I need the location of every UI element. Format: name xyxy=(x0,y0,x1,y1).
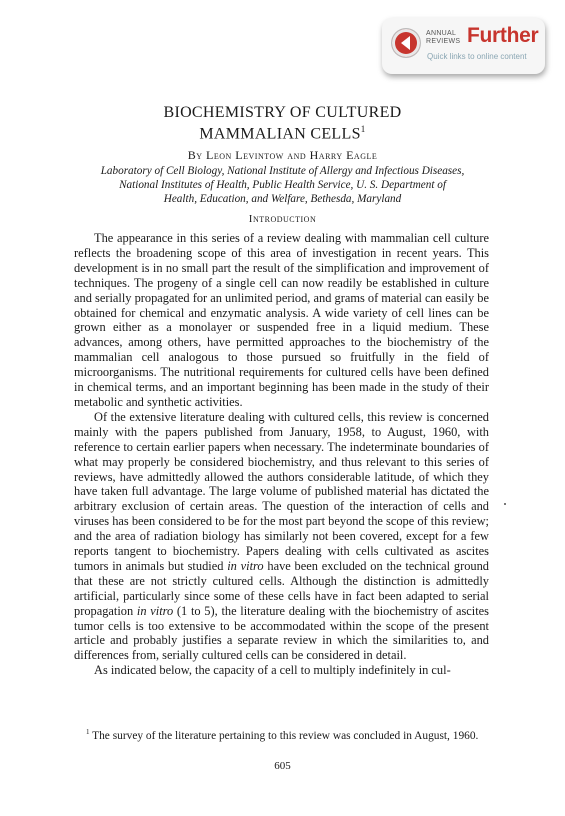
article-body xyxy=(74,231,489,678)
page-number: 605 xyxy=(274,760,291,772)
paragraph-2-text-a: Of the extensive literature dealing with cultured cells, this review is concerned mainly with the papers published from January, 1958, to August, 1960, with reference to certain earlier papers when necessary. The indeterminate boundaries of what may properly be considered biochemistry, and thus relevant to this series of reviews, have admittedly allowed the authors considerable latitude, of which they have taken full advantage. The large volume of published material has dictated the arbitrary exclusion of certain areas. The question of the interaction of cells and viruses has been considered to be for the most part beyond the scope of this review; and the area of radiation biology has similarly not been covered, except for a few reports tangent to biochemistry. Papers dealing with cells cultivated as ascites tumors in animals but studied xyxy=(74,409,489,573)
article-title-line1: BIOCHEMISTRY OF CULTURED xyxy=(163,104,402,121)
footnote xyxy=(74,725,489,743)
body-paragraph-2 xyxy=(74,410,489,663)
paragraph-2-text-b: have been excluded on the technical ground that these are not strictly cultured cells. Although the distinction is admittedly artificial, particularly since some of these cells have in fact been adapted to serial propagation xyxy=(74,558,489,618)
body-paragraph-3: As indicated below, the capacity of a cell to multiply indefinitely in cul- xyxy=(94,663,451,678)
quick-links-caption: Quick links to online content xyxy=(427,52,527,61)
in-vitro-italic-2: in vitro xyxy=(136,603,174,618)
affiliation-line3: Health, Education, and Welfare, Bethesda, Maryland xyxy=(163,193,402,205)
annual-reviews-logo-text: ANNUAL REVIEWS xyxy=(426,30,461,45)
further-links-badge[interactable] xyxy=(382,18,545,74)
footnote-mark: 1 xyxy=(86,728,90,736)
affiliation-line2: National Institutes of Health, Public Health Service, U. S. Department of xyxy=(119,179,446,191)
paragraph-2-text-c: (1 to 5), the literature dealing with the biochemistry of ascites tumor cells is too extensive to be accommodated within the scope of the present article and probably justifies a separate review in which the similarities to, and differences from, serially cultured cells can be considered in detail. xyxy=(74,603,489,663)
chevron-left-icon xyxy=(392,29,420,57)
further-label: Further xyxy=(467,24,539,47)
margin-speck xyxy=(504,503,506,505)
title-footnote-mark: 1 xyxy=(360,124,366,134)
body-paragraph-1: The appearance in this series of a review dealing with mammalian cell culture reflects the broadening scope of this area of investigation in recent years. This development is in no small part the result of the simplification and improvement of techniques. The progeny of a single cell can now readily be established in culture and serially propagated for an unlimited period, and grams of material can easily be obtained for chemical and enzymatic analysis. A wide variety of cell lines can be grown either as a monolayer or suspended free in a liquid medium. These advances, among others, have permitted approaches to the biochemistry of the mammalian cell analogous to those pursued so fruitfully in the field of microorganisms. The nutritional requirements for cultured cells have been defined in chemical terms, and an important beginning has been made in the study of their metabolic and synthetic activities. xyxy=(74,231,489,409)
authors-line: By Leon Levintow and Harry Eagle xyxy=(187,148,378,162)
article-title-line2-text: MAMMALIAN CELLS xyxy=(199,125,361,143)
footnote-text: The survey of the literature pertaining to this review was concluded in August, 1960. xyxy=(89,729,479,742)
section-heading-introduction: Introduction xyxy=(248,213,317,225)
article-title-line2 xyxy=(0,121,565,142)
in-vitro-italic-1: in vitro xyxy=(227,558,264,573)
affiliation-line1: Laboratory of Cell Biology, National Institute of Allergy and Infectious Diseases, xyxy=(100,165,465,177)
